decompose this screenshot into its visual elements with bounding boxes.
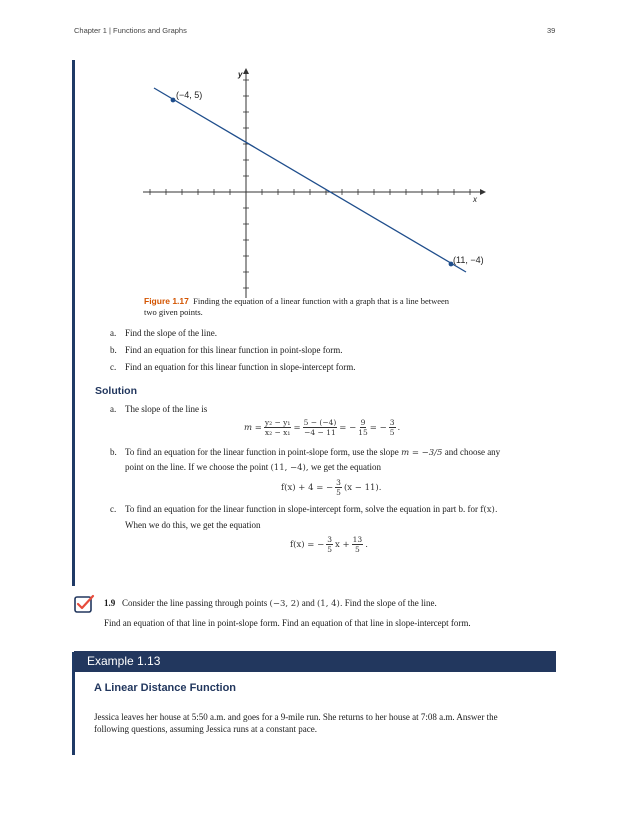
point-label-1: (−4, 5) [176,90,203,100]
eq-right: (x − 11). [343,482,382,493]
solution-b-text2: and choose any [444,447,501,457]
solution-b-text4: we get the equation [310,462,382,472]
solution-c-label: c. [110,504,117,514]
solution-c-line1 [125,503,498,516]
question-b-label: b. [110,345,117,355]
point-label-2: (11, −4) [453,255,484,265]
frac-num: 5 − (−4) [303,418,337,427]
eq-end: . [365,539,368,550]
checkpoint-p2: (1, 4). [316,599,343,609]
x-ticks [150,189,470,195]
checkpoint-icon [74,594,96,614]
checkpoint-line2: Find an equation of that line in point-slope form. Find an equation of that line in slope-intercept form. [104,618,471,628]
running-header: Chapter 1 | Functions and Graphs [74,26,187,35]
solution-c-text1: To find an equation for the linear function in slope-intercept form, solve the equation in part b. for [125,504,479,514]
question-b-text: Find an equation for this linear function in point-slope form. [125,345,343,355]
slope-equation [244,418,400,437]
point-marker-1 [171,98,176,103]
eq-m: m = [244,422,262,433]
solution-b-text1: To find an equation for the linear function in point-slope form, use the slope [125,447,399,457]
figure-caption [144,296,544,318]
frac-den: 15 [358,428,368,437]
frac-values [303,418,338,437]
solution-b-point: (11, −4), [270,463,309,473]
frac-den: 5 [355,545,360,554]
frac-num: y₂ − y₁ [264,418,291,427]
x-axis-label: x [473,195,477,204]
solution-c-fx: f(x). [480,505,498,515]
figure-caption-text2: two given points. [144,307,203,317]
frac-num: 13 [352,535,363,544]
y-axis-label: y [238,70,243,79]
frac-den: 5 [336,488,341,497]
example-paragraph-line1: Jessica leaves her house at 5:50 a.m. and goes for a 9-mile run. She returns to her house at 7:08 a.m. Answer the [94,712,498,722]
solution-heading: Solution [95,385,137,397]
checkpoint-number: 1.9 [104,598,116,608]
graph-line [154,88,466,272]
frac-num: 3 [389,418,395,427]
example-banner-title: Example 1.13 [87,654,161,668]
solution-b-text3: point on the line. If we choose the point [125,462,269,472]
eq-end: . [397,422,401,433]
slope-intercept-equation [290,535,368,554]
y-axis-arrow [243,68,249,74]
frac-3-5 [389,418,396,437]
checkpoint-and: and [301,598,315,608]
eq-equals: = − [339,422,357,433]
example-title: A Linear Distance Function [94,682,237,694]
frac-9-15 [358,418,368,437]
frac-13-5 [352,535,364,554]
solution-b-label: b. [110,447,117,457]
solution-c-text2: When we do this, we get the equation [125,520,261,530]
question-a-label: a. [110,328,117,338]
checkpoint-text1: Consider the line passing through points [122,598,268,608]
checkpoint-p1: (−3, 2) [269,599,300,609]
eq-left: f(x) + 4 = − [281,482,334,493]
solution-a-label: a. [110,404,117,414]
eq-equals: = − [369,422,387,433]
frac-3-5 [335,478,342,497]
eq-mid: x + [335,539,350,550]
solution-a-text: The slope of the line is [125,404,208,414]
section-rule [72,60,75,586]
figure-caption-text: Finding the equation of a linear function with a graph that is a line between [193,296,450,306]
eq-equals: = [293,422,301,433]
question-c-text: Find an equation for this linear function in slope-intercept form. [125,362,356,372]
checkpoint-line1 [104,597,437,610]
figure-graph [140,66,490,298]
question-a-text: Find the slope of the line. [125,328,217,338]
solution-b-slope: m = −3/5 [401,448,443,458]
frac-den: x₂ − x₁ [264,428,291,437]
figure-caption-label: Figure 1.17 [144,296,189,306]
frac-num: 3 [336,478,341,487]
solution-b-line2 [125,461,381,474]
frac-den: −4 − 11 [304,428,336,437]
example-banner [74,651,556,672]
frac-den: 5 [327,545,333,554]
question-c-label: c. [110,362,117,372]
page-number: 39 [547,26,556,35]
checkpoint-text2: Find the slope of the line. [344,598,437,608]
x-axis-arrow [480,189,486,195]
frac-definition [264,418,292,437]
point-slope-equation [281,478,381,497]
frac-3-5 [326,535,333,554]
example-paragraph-line2: following questions, assuming Jessica runs at a constant pace. [94,724,317,734]
frac-num: 3 [327,535,333,544]
frac-num: 9 [360,418,366,427]
solution-b-line1 [125,446,500,459]
eq-left: f(x) = − [290,539,325,550]
frac-den: 5 [389,428,395,437]
